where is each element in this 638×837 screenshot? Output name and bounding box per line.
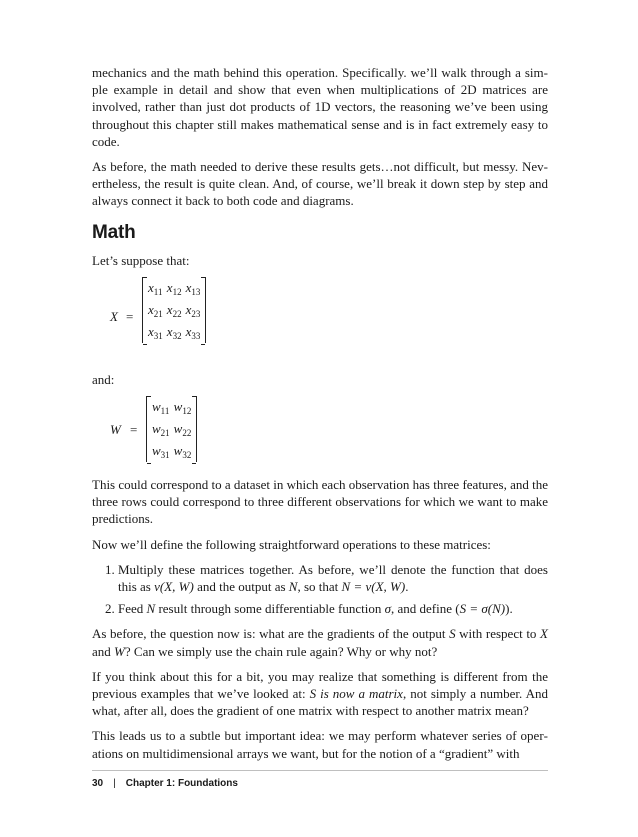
equals-sign: = — [130, 422, 138, 438]
equals-sign: = — [126, 308, 134, 324]
paragraph-s-is-matrix: If you think about this for a bit, you may realize that something is different from the previous examples that we’ve looked at: S is now a matrix, not simply a number. And what, after all, does the gradient of one matrix with respect to another matrix mean? — [92, 668, 548, 719]
paragraph-math-messy: As before, the math needed to derive these results gets…not difficult, but messy. Nevertheless, the result is quite clean. And, of course, we’ll break it down step by step and always connect it back to both code and diagrams. — [92, 159, 548, 209]
list-item: 2. Feed N result through some differentiable function σ, and define (S = σ(N)). — [118, 600, 548, 617]
matrix-cell: $x_{31}$ — [148, 323, 163, 341]
matrix-cell: $w_{32}$ — [173, 443, 192, 461]
footer-separator: | — [113, 778, 116, 789]
matrix-cell: $x_{33}$ — [185, 323, 201, 341]
paragraph-gradients-question: As before, the question now is: what are the gradients of the output S with respect to X and W? Can we simply use the chain rule again? Why or why not? — [92, 626, 548, 659]
matrix-cell: $x_{21}$ — [148, 301, 163, 319]
matrix-cell: $x_{12}$ — [166, 279, 182, 297]
matrix-cell: $w_{31}$ — [152, 443, 170, 461]
page-body — [92, 64, 548, 770]
matrix-x-label: X — [110, 308, 118, 324]
matrix-cell: $x_{32}$ — [166, 323, 182, 341]
matrix-cell: $w_{22}$ — [173, 421, 192, 439]
matrix-cell: $w_{11}$ — [152, 399, 170, 417]
matrix-cell: $x_{11}$ — [148, 279, 163, 297]
matrix-w-label: W — [110, 422, 121, 438]
matrix-cell: $w_{12}$ — [173, 399, 192, 417]
list-item: 1. Multiply these matrices together. As before, we’ll denote the function that does this as ν(X, W) and the output as N, so that N = ν(X, W). — [118, 561, 548, 595]
matrix-cell: $x_{13}$ — [185, 279, 201, 297]
equation-matrix-w — [92, 396, 548, 468]
paragraph-subtle-idea: This leads us to a subtle but important idea: we may perform whatever series of operations on multidimensional arrays we want, but for the notion of a “gradient” with — [92, 728, 548, 761]
matrix-cell: $w_{21}$ — [152, 421, 170, 439]
chapter-title: Chapter 1: Foundations — [125, 778, 238, 789]
paragraph-intro: mechanics and the math behind this operation. Specifically. we’ll walk through a simple example in detail and show that even when multiplications of 2D matrices are involved, rather than just dot products of 1D vectors, the reasoning we’ve been using throughout this chapter still makes mathematical sense and is in fact extremely easy to code. — [92, 65, 548, 149]
page-number: 30 — [92, 778, 104, 789]
paragraph-lets-suppose: Let’s suppose that: — [92, 252, 190, 268]
matrix-cell: $x_{23}$ — [185, 301, 201, 319]
operations-list — [92, 561, 548, 618]
matrix-x — [142, 277, 206, 343]
page-footer — [92, 770, 548, 789]
equation-matrix-x — [92, 277, 548, 363]
paragraph-define-ops: Now we’ll define the following straightforward operations to these matrices: — [92, 536, 491, 552]
paragraph-dataset: This could correspond to a dataset in which each observation has three features, and the three rows could correspond to three different observations for which we want to make predictions. — [92, 477, 548, 527]
paragraph-and: and: — [92, 371, 115, 387]
matrix-w — [146, 396, 197, 462]
section-heading-math: Math — [92, 221, 136, 243]
matrix-cell: $x_{22}$ — [166, 301, 182, 319]
